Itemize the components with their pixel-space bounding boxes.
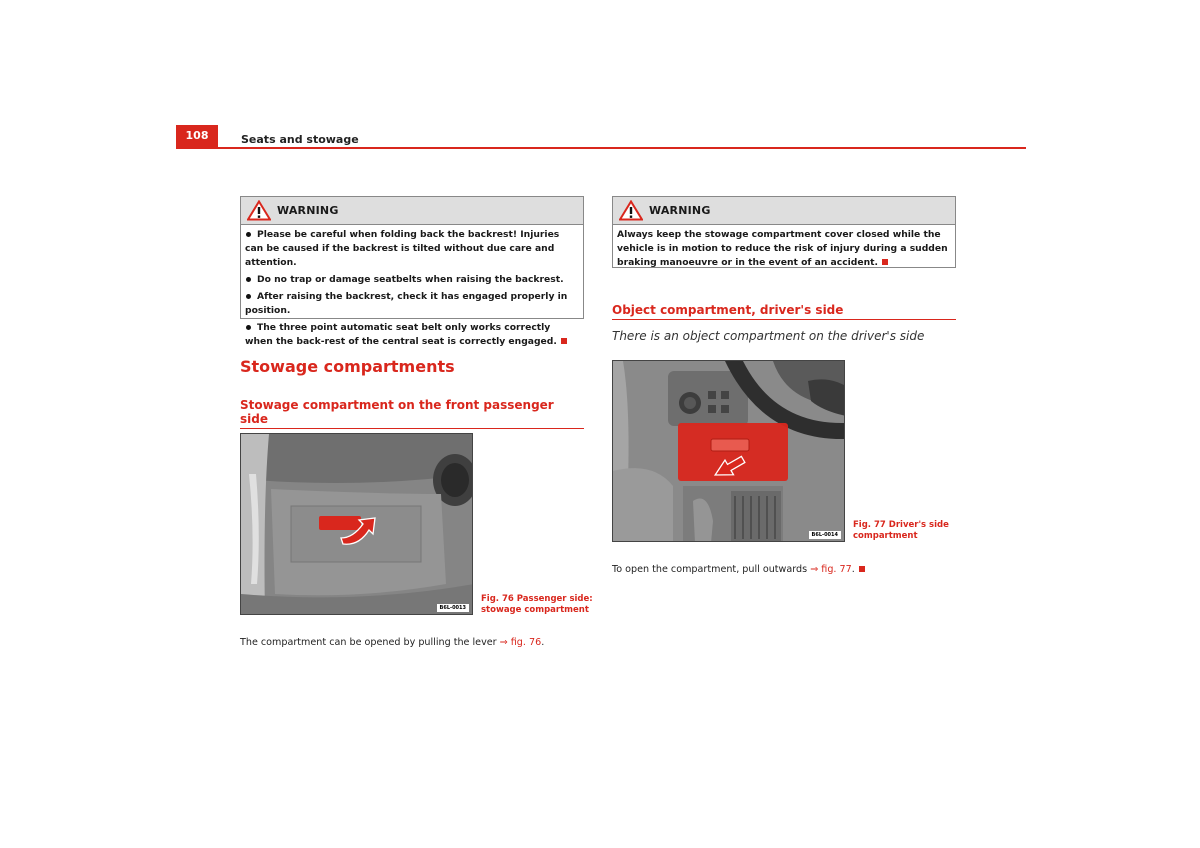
- driver-compartment-text: [612, 564, 865, 575]
- bullet-icon: [246, 294, 251, 299]
- warning-item: [245, 228, 579, 270]
- warning-item: [245, 321, 579, 349]
- caption-line: compartment: [853, 531, 918, 541]
- warning-item-text: The three point automatic seat belt only works correctly when the back-rest of the central seat is correctly engaged.: [245, 322, 557, 347]
- warning-box-compartment-cover: [612, 196, 956, 268]
- figure-76-reference[interactable]: ⇒ fig. 76: [499, 637, 542, 648]
- dashboard-illustration: [241, 434, 473, 615]
- warning-item-text: Please be careful when folding back the backrest! Injuries can be caused if the backrest is tilted without due care and attention.: [245, 229, 560, 268]
- caption-line: Fig. 77 Driver's side: [853, 520, 949, 530]
- warning-title: WARNING: [649, 204, 711, 217]
- warning-item: [245, 273, 579, 287]
- warning-header: [613, 197, 955, 225]
- figure-77-driver-compartment: [612, 360, 845, 542]
- subsection-heading-passenger: Stowage compartment on the front passenger side: [240, 398, 584, 429]
- warning-header: [241, 197, 583, 225]
- subsection-heading-driver: Object compartment, driver's side: [612, 303, 956, 320]
- body-text: To open the compartment, pull outwards: [612, 564, 808, 575]
- warning-triangle-icon: [247, 200, 271, 221]
- figure-76-caption: [481, 594, 593, 616]
- end-of-section-marker-icon: [859, 566, 865, 572]
- warning-text: Always keep the stowage compartment cover closed while the vehicle is in motion to reduce the risk of injury during a sudden braking manoeuvre or in the event of an accident.: [617, 229, 948, 268]
- warning-item-text: After raising the backrest, check it has engaged properly in position.: [245, 291, 568, 316]
- caption-line: Fig. 76 Passenger side:: [481, 594, 593, 604]
- end-of-section-marker-icon: [561, 338, 567, 344]
- bullet-icon: [246, 325, 251, 330]
- body-text-end: .: [541, 637, 545, 648]
- figure-77-reference[interactable]: ⇒ fig. 77: [810, 564, 852, 575]
- warning-item: [245, 290, 579, 318]
- warning-item-text: Do no trap or damage seatbelts when raising the backrest.: [257, 274, 564, 285]
- header-rule: [176, 147, 1026, 149]
- figure-76-passenger-compartment: [240, 433, 473, 615]
- figure-77-caption: [853, 520, 949, 542]
- end-of-section-marker-icon: [882, 259, 888, 265]
- warning-triangle-icon: [619, 200, 643, 221]
- figure-code: B6L-0014: [809, 531, 841, 539]
- passenger-compartment-text: [240, 637, 544, 648]
- section-title: Seats and stowage: [241, 133, 359, 146]
- figure-code: B6L-0013: [437, 604, 469, 612]
- page-number: 108: [176, 125, 218, 147]
- driver-side-illustration: [613, 361, 845, 542]
- warning-box-backrest: [240, 196, 584, 347]
- body-text-end: .: [851, 564, 855, 575]
- warning-title: WARNING: [277, 204, 339, 217]
- bullet-icon: [246, 277, 251, 282]
- body-text: The compartment can be opened by pulling the lever: [240, 637, 497, 648]
- intro-text: There is an object compartment on the driver's side: [612, 329, 925, 343]
- section-heading: Stowage compartments: [240, 357, 455, 376]
- warning-body: [241, 225, 583, 352]
- caption-line: stowage compartment: [481, 605, 589, 615]
- bullet-icon: [246, 232, 251, 237]
- warning-body: [613, 225, 955, 273]
